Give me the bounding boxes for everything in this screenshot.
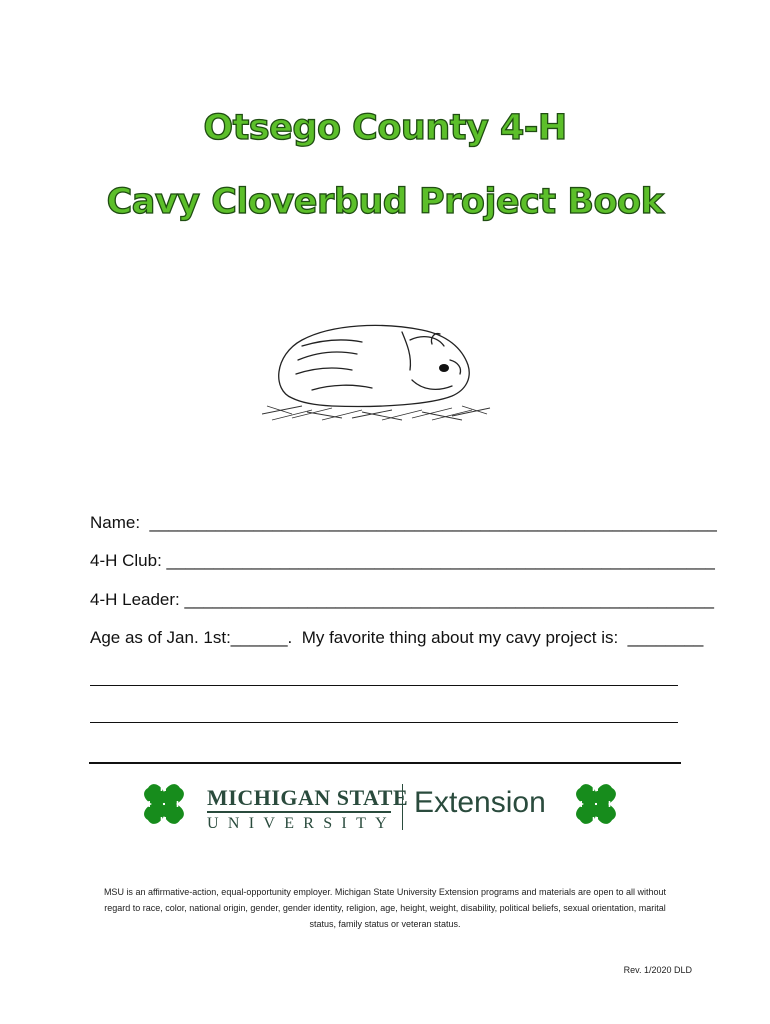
- svg-text:H: H: [592, 784, 599, 793]
- name-field[interactable]: Name: ____________________________________________________________: [90, 513, 717, 532]
- svg-text:H: H: [144, 800, 151, 809]
- answer-line-2[interactable]: [90, 722, 678, 723]
- title-line-1: Otsego County 4-H: [203, 108, 567, 148]
- answer-line-1[interactable]: [90, 685, 678, 686]
- club-field[interactable]: 4-H Club: __________________________________________________________: [90, 551, 715, 570]
- svg-text:H: H: [160, 816, 167, 825]
- extension-wordmark: Extension: [414, 786, 546, 819]
- msu-line-2: UNIVERSITY: [207, 815, 396, 832]
- title-line-2: Cavy Cloverbud Project Book: [106, 182, 664, 222]
- leader-field[interactable]: 4-H Leader: ________________________________________________________: [90, 590, 714, 609]
- msu-line-1: MICHIGAN STATE: [207, 786, 391, 813]
- svg-text:H: H: [608, 800, 615, 809]
- divider-rule: [89, 762, 681, 764]
- logo-divider: [402, 784, 403, 830]
- 4-h-clover-icon: [138, 778, 190, 830]
- svg-text:H: H: [592, 816, 599, 825]
- 4-h-clover-icon: [570, 778, 622, 830]
- msu-wordmark: [207, 785, 409, 835]
- guinea-pig-illustration: [262, 310, 492, 430]
- age-favorite-field[interactable]: Age as of Jan. 1st:______. My favorite thing about my cavy project is: ________: [90, 628, 704, 647]
- svg-text:H: H: [576, 800, 583, 809]
- revision-note: Rev. 1/2020 DLD: [623, 965, 692, 975]
- svg-text:H: H: [176, 800, 183, 809]
- disclaimer-text: MSU is an affirmative-action, equal-opportunity employer. Michigan State University Extension programs and materials are open to all without regard to race, color, national origin, gender, gender identity, religion, age, height, weight, disability, political beliefs, sexual orientation, marital status, family status or veteran status.: [103, 887, 667, 929]
- svg-text:H: H: [160, 784, 167, 793]
